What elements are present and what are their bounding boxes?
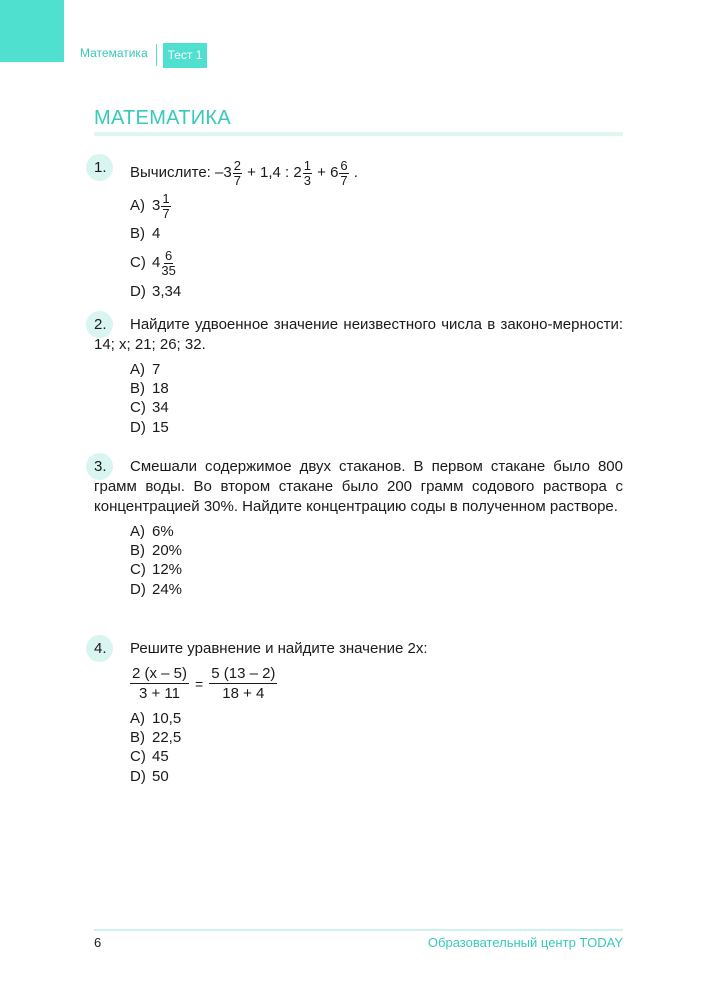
title-underline	[94, 132, 623, 136]
equation: $\frac{2 (x - 5)}{3 + 11}$ = $\frac{5 (13 - 2)}{18 + 4}$	[132, 665, 276, 702]
option-b[interactable]: B) 4	[130, 225, 161, 242]
fraction: $\frac{2}{7}$	[233, 157, 241, 188]
option-d[interactable]: D) 50	[130, 767, 169, 785]
option-c[interactable]: C) 34	[130, 399, 169, 417]
option-c[interactable]: C) 12%	[130, 561, 183, 579]
equation-right-fraction: $\frac{5 (13 - 2)}{18 + 4}$	[211, 665, 276, 702]
equation-left-fraction: $\frac{2 (x - 5)}{3 + 11}$	[132, 665, 188, 702]
header-test-badge: Тест 1	[163, 43, 207, 68]
option-d[interactable]: D) 3,34	[130, 283, 182, 300]
question-number: 2.	[94, 316, 107, 333]
option-a[interactable]: A) 7	[130, 360, 161, 378]
option-b[interactable]: B) 22,5	[130, 728, 182, 746]
answer-options	[130, 360, 623, 437]
answer-options	[130, 709, 623, 786]
fraction: $\frac{6}{7}$	[340, 157, 348, 188]
option-a[interactable]: A) 6%	[130, 522, 174, 540]
answer-options	[130, 522, 623, 599]
header-divider	[156, 44, 157, 66]
question-2	[94, 315, 623, 437]
question-4	[94, 639, 623, 786]
header-subject: Математика	[80, 46, 148, 60]
option-b[interactable]: B) 18	[130, 379, 169, 397]
corner-accent	[0, 0, 64, 62]
option-a[interactable]: A) 10,5	[130, 709, 182, 727]
option-c[interactable]: C) 4 $\frac{6}{35}$	[130, 247, 176, 278]
option-d[interactable]: D) 24%	[130, 580, 183, 598]
footer-organization: Образовательный центр TODAY	[427, 935, 623, 950]
question-text: Найдите удвоенное значение неизвестного числа в законо-мерности: 14; x; 21; 26; 32.	[94, 316, 623, 353]
option-d[interactable]: D) 15	[130, 418, 169, 436]
footer-rule	[94, 929, 623, 931]
question-number: 1.	[94, 159, 107, 176]
option-a[interactable]: A) 3 $\frac{1}{7}$	[130, 190, 170, 221]
question-number: 3.	[94, 458, 107, 475]
question-text: Вычислите: –3 $\frac{2}{7}$ + 1,4 : 2 $\frac{1}{3}$ + 6 $\frac{6}{7}$ .	[130, 157, 358, 188]
fraction: $\frac{1}{3}$	[303, 157, 311, 188]
option-b[interactable]: B) 20%	[130, 541, 183, 559]
answer-options	[130, 191, 623, 305]
page-number: 6	[94, 935, 102, 950]
question-text: Смешали содержимое двух стаканов. В первом стакане было 800 грамм воды. Во втором стакане было 200 грамм содового раствора с концентрацией 30%. Найдите концентрацию соды в полученном растворе.	[94, 458, 623, 515]
question-3	[94, 457, 623, 599]
question-text: Решите уравнение и найдите значение 2x:	[130, 640, 428, 657]
option-c[interactable]: C) 45	[130, 748, 169, 766]
question-number: 4.	[94, 640, 107, 657]
question-1	[94, 158, 623, 305]
page-title: МАТЕМАТИКА	[94, 107, 232, 129]
